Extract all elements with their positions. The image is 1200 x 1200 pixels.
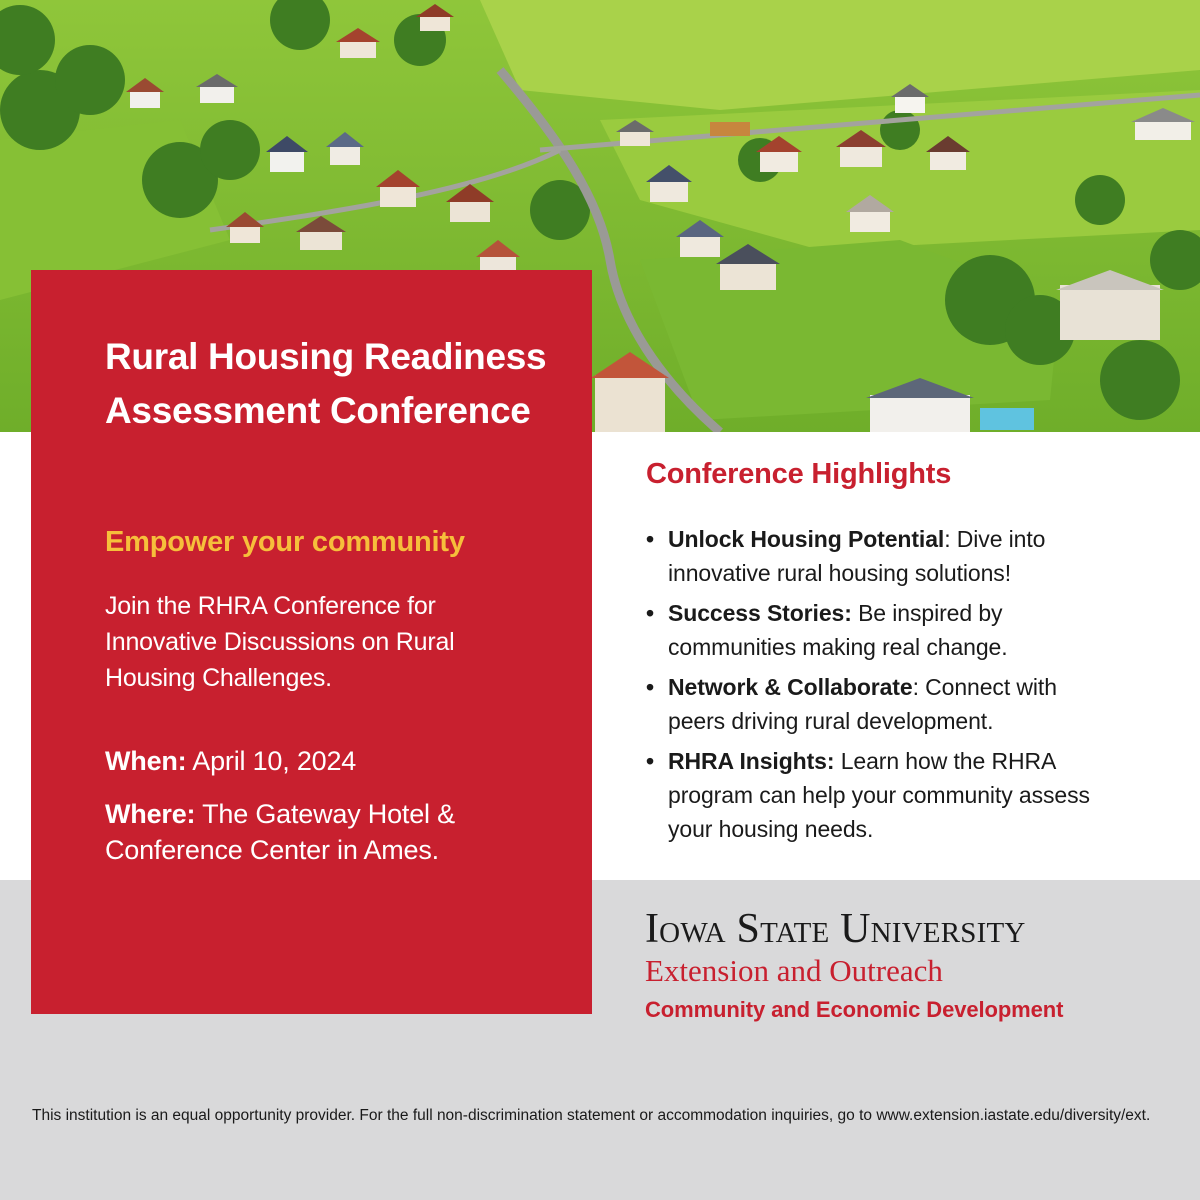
highlight-text: Learn how the RHRA program can help your community assess your housing needs. [668,748,1090,842]
conference-panel [31,270,592,1014]
intro-text: Join the RHRA Conference for Innovative Discussions on Rural Housing Challenges. [105,592,455,692]
event-location [105,796,545,868]
highlights-section [646,458,1166,842]
when-value: April 10, 2024 [186,746,357,776]
highlight-text: : Dive into innovative rural housing solutions! [668,526,1046,586]
bullet-icon: • [646,526,654,552]
bullet-icon: • [646,674,654,700]
list-item [646,670,1106,738]
subtitle: Empower your community [105,526,465,558]
list-item [646,744,1106,846]
page-title: Rural Housing Readiness Assessment Conference [105,336,547,431]
list-item [646,596,1106,664]
extension-name: Extension and Outreach [645,953,943,988]
bullet-icon: • [646,748,654,774]
highlight-text: : Connect with peers driving rural development. [668,674,1057,734]
highlights-list [646,522,1106,852]
university-logo [645,905,1165,1023]
when-label: When: [105,746,187,776]
highlights-title: Conference Highlights [646,458,952,490]
university-name: Iowa State University [645,906,1026,952]
bullet-icon: • [646,600,654,626]
list-item [646,522,1106,590]
highlight-label: Unlock Housing Potential [668,526,945,552]
highlight-label: Network & Collaborate [668,674,913,700]
department-name: Community and Economic Development [645,997,1064,1022]
where-label: Where: [105,799,196,829]
disclaimer-text: This institution is an equal opportunity provider. For the full non-discrimination statement or accommodation inquiries, go to www.extension.iastate.edu/diversity/ext. [32,1107,1151,1124]
event-date [105,743,545,779]
highlight-text: Be inspired by communities making real change. [668,600,1008,660]
highlight-label: Success Stories: [668,600,852,626]
highlight-label: RHRA Insights: [668,748,835,774]
where-value: The Gateway Hotel & Conference Center in Ames. [105,799,455,865]
